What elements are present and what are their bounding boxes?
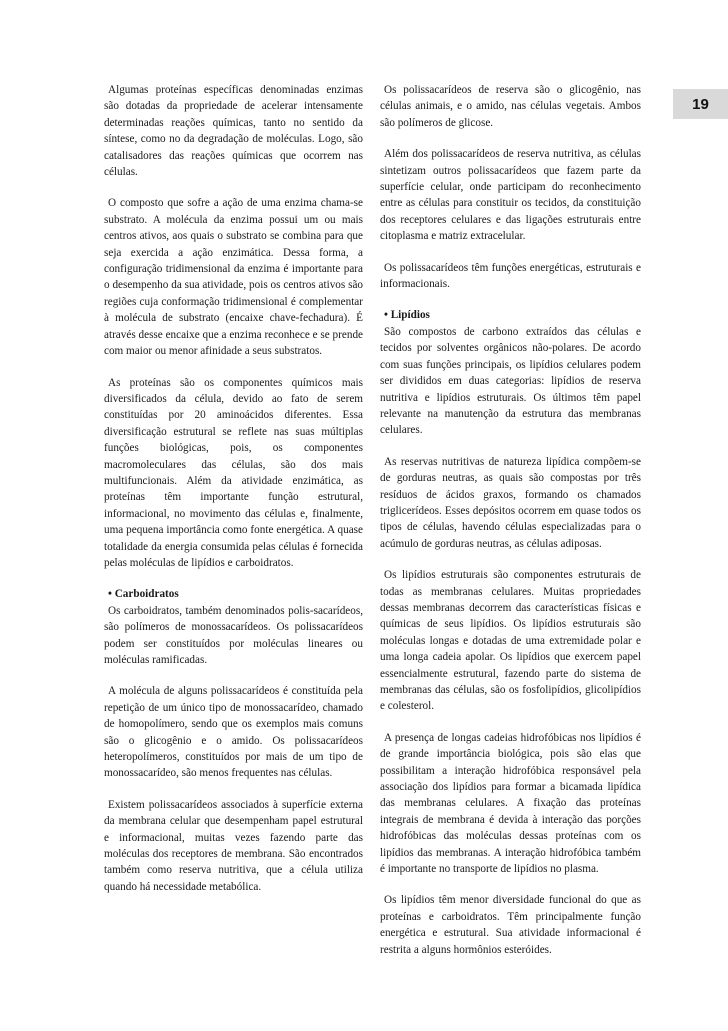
paragraph-enzimas: Algumas proteínas específicas denominadas enzimas são dotadas da propriedade de acelerar intensamente determinadas reações químicas, tanto no sentido da síntese, como no da degradação de moléculas. Logo, são catalisadores das reações químicas que ocorrem nas células. [104,84,363,179]
left-column [104,82,363,910]
paragraph-cadeias-hidrofobicas: A presença de longas cadeias hidrofóbicas nos lipídios é de grande importância biológica, pois são elas que possibilitam a interação hidrofóbica responsável pela associação dos lipídios para formar a bicamada lipídica das membranas celulares. A fixação das proteínas integrais de membrana é devida à interação das porções hidrofóbicas das moléculas dessas proteínas com os lipídios das membranas. A interação hidrofóbica também é importante no transporte de lipídios no plasma. [380,731,641,876]
paragraph-homopolimero: A molécula de alguns polissacarídeos é constituída pela repetição de um único tipo de monossacarídeo, chamado de homopolímero, sendo que os exemplos mais comuns são o glicogênio e o amido. Os polissacarídeos heteropolímeros, constituídos por mais de um tipo de monossacarídeo, são menos frequentes nas células. [104,685,363,780]
right-column [380,82,641,973]
paragraph-lipidios: São compostos de carbono extraídos das células e tecidos por solventes orgânicos não-polares. De acordo com suas funções principais, os lipídios celulares podem ser divididos em duas categorias: lipídios de reserva nutritiva e lipídios estruturais. Os últimos têm papel relevante na manutenção da estrutura das membranas celulares. [380,325,641,437]
paragraph-proteinas: As proteínas são os componentes químicos mais diversificados da célula, devido ao fato de serem constituídas por 20 aminoácidos diferentes. Essa diversificação estrutural se reflete nas suas múltiplas funções biológicas, pois, os componentes macromoleculares das células, são dos mais multifuncionais. Além da atividade enzimática, as proteínas têm importante função estrutural, informacional, no movimento das células e, finalmente, uma pequena importância como fonte energética. A quase totalidade da energia consumida pelas células é fornecida pelas moléculas de lipídios e carboidratos. [104,376,363,569]
paragraph-polissacarideos-superficie: Existem polissacarídeos associados à superfície externa da membrana celular que desempenham papel estrutural e informacional, muitas vezes fazendo parte das moléculas dos receptores de membrana. São encontrados também como reserva nutritiva, que a célula utiliza quando há necessidade metabólica. [104,798,363,893]
paragraph-reservas-lipidicas: As reservas nutritivas de natureza lipídica compõem-se de gorduras neutras, as quais são compostas por três resíduos de ácidos graxos, formando os chamados triglicerídeos. Esses depósitos ocorrem em quase todos os tipos de células, havendo células especializadas para o acúmulo de gorduras neutras, as células adiposas. [380,455,641,550]
page-number-tab [673,89,728,119]
paragraph-lipidios-estruturais: Os lipídios estruturais são componentes estruturais de todas as membranas celulares. Muitas propriedades dessas membranas decorrem das características físicas e químicas de seus lipídios. Os lipídios estruturais são moléculas longas e dotadas de uma extremidade polar e uma longa cadeia apolar. Os lipídios que exercem papel essencialmente estrutural, fazendo parte do sistema de membranas das células, são os fosfolipídios, glicolipídios e colesterol. [380,569,641,713]
heading-lipidios: • Lipídios [384,309,430,322]
paragraph-substrato: O composto que sofre a ação de uma enzima chama-se substrato. A molécula da enzima possui um ou mais centros ativos, aos quais o substrato se combina para que seja exercida a ação enzimática. Dessa forma, a configuração tridimensional da enzima é importante para o desempenho da sua atividade, pois os centros ativos são regiões cuja conformação tridimensional é complementar à molécula de substrato (encaixe chave-fechadura). É através desse encaixe que a enzima reconhece e se prende com maior ou menor afinidade a seus substratos. [104,197,363,358]
paragraph-polissacarideos-superficie-celular: Além dos polissacarídeos de reserva nutritiva, as células sintetizam outros polissacarídeos que fazem parte da superfície celular, onde participam do reconhecimento entre as células para constituir os tecidos, da constituição dos receptores celulares e das ligações estruturais entre citoplasma e matriz extracelular. [380,148,641,243]
page-number: 19 [692,95,709,113]
paragraph-carboidratos: Os carboidratos, também denominados polis-sacarídeos, são polímeros de monossacarídeos. Os polissacarídeos podem ser constituídos por moléculas lineares ou moléculas ramificadas. [104,604,363,666]
heading-carboidratos: • Carboidratos [108,588,179,601]
paragraph-polissacarideos-reserva: Os polissacarídeos de reserva são o glicogênio, nas células animais, e o amido, nas células vegetais. Ambos são polímeros de glicose. [380,84,641,129]
paragraph-polissacarideos-funcoes: Os polissacarídeos têm funções energéticas, estruturais e informacionais. [380,261,641,291]
paragraph-lipidios-funcao: Os lipídios têm menor diversidade funcional do que as proteínas e carboidratos. Têm principalmente função energética e estrutural. Sua atividade informacional é restrita a alguns hormônios esteróides. [380,894,641,956]
